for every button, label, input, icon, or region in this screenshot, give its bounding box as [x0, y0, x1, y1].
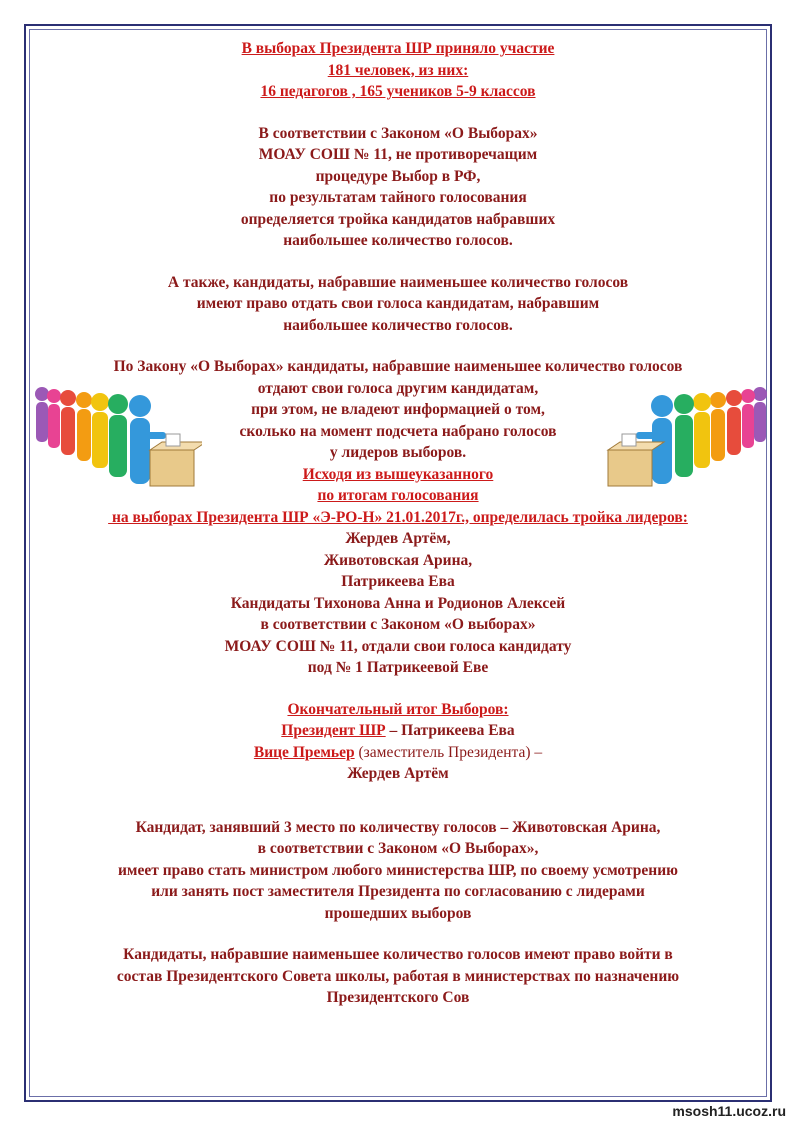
result-heading-line: по итогам голосования: [317, 487, 479, 504]
vice-note: (заместитель Президента) –: [354, 743, 543, 761]
law-votes-line: сколько на момент подсчета набрано голосов: [239, 422, 557, 440]
law-votes-line: у лидеров выборов.: [329, 444, 467, 461]
law-votes-line: По Закону «О Выборах» кандидаты, набравшие наименьшее количество голосов: [113, 358, 683, 375]
leader-name: Патрикеева Ева: [341, 573, 455, 590]
third-place-line: или занять пост заместителя Президента по согласованию с лидерами: [151, 883, 645, 900]
third-place-line: Кандидат, занявший 3 место по количеству голосов – Животовская Арина,: [135, 818, 661, 836]
third-place-line: имеет право стать министром любого министерства ШР, по своему усмотрению: [117, 861, 678, 879]
also-line: имеют право отдать свои голоса кандидатам, набравшим: [196, 295, 600, 312]
third-place-line: прошедших выборов: [324, 904, 472, 922]
leader-name: Животовская Арина,: [323, 551, 473, 569]
council-line: Кандидаты, набравшие наименьшее количество голосов имеют право войти в: [123, 946, 673, 963]
law-votes-line: при этом, не владеют информацией о том,: [251, 401, 545, 418]
site-watermark: msosh11.ucoz.ru: [672, 1103, 786, 1119]
council-line: состав Президентского Совета школы, работая в министерствах по назначению: [116, 967, 680, 985]
header-line-3: 16 педагогов , 165 учеников 5-9 классов: [260, 83, 536, 100]
vice-value: Жердев Артём: [347, 765, 449, 782]
president-value: – Патрикеева Ева: [385, 722, 515, 739]
president-label: Президент ШР: [281, 722, 386, 739]
final-heading: Окончательный итог Выборов:: [287, 700, 509, 718]
result-heading-line: Исходя из вышеуказанного: [302, 465, 494, 483]
council-line: Президентского Сов: [326, 989, 470, 1006]
transfer-line: МОАУ СОШ № 11, отдали свои голоса кандидату: [224, 637, 572, 655]
law-line: процедуре Выбор в РФ,: [315, 167, 481, 185]
leader-name: Жердев Артём,: [345, 530, 451, 547]
transfer-line: под № 1 Патрикеевой Еве: [307, 659, 489, 676]
result-heading-line: на выборах Президента ШР «Э-РО-Н» 21.01.2017г., определилась тройка лидеров:: [108, 508, 688, 526]
law-line: В соответствии с Законом «О Выборах»: [258, 124, 538, 142]
header-line-2: 181 человек, из них:: [327, 61, 469, 79]
document-body: [40, 38, 756, 1009]
law-line: определяется тройка кандидатов набравших: [240, 210, 556, 228]
transfer-line: в соответствии с Законом «О выборах»: [260, 616, 536, 633]
final-president: [40, 720, 756, 742]
header-line-1: В выборах Президента ШР приняло участие: [241, 40, 555, 57]
law-line: МОАУ СОШ № 11, не противоречащим: [258, 146, 538, 163]
third-place-line: в соответствии с Законом «О Выборах»,: [257, 840, 539, 857]
law-votes-line: отдают свои голоса другим кандидатам,: [257, 379, 539, 397]
also-line: А также, кандидаты, набравшие наименьшее количество голосов: [167, 273, 629, 291]
transfer-line: Кандидаты Тихонова Анна и Родионов Алексей: [230, 594, 566, 612]
also-line: наибольшее количество голосов.: [283, 316, 513, 334]
vice-label: Вице Премьер: [253, 743, 355, 761]
final-vice: [40, 742, 756, 764]
law-line: по результатам тайного голосования: [269, 189, 527, 206]
law-line: наибольшее количество голосов.: [283, 232, 513, 249]
